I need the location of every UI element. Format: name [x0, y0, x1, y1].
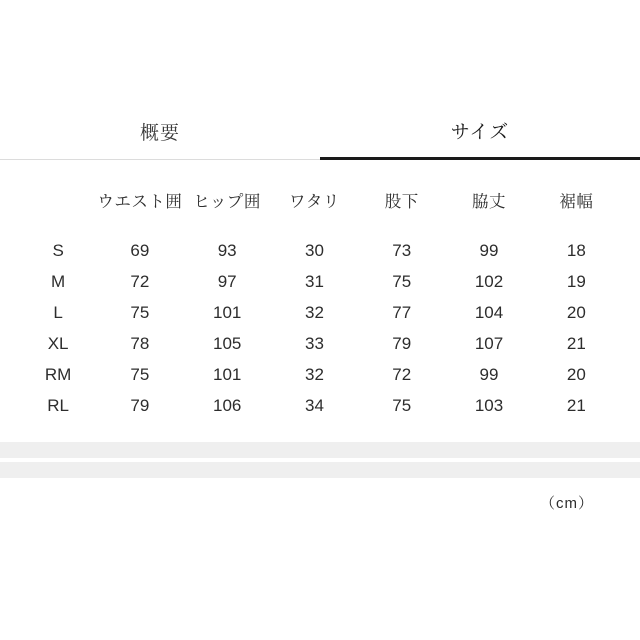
- cell-xl-thigh: 33: [304, 333, 324, 353]
- cell-rm-outseam: 99: [479, 364, 499, 384]
- table-row: [20, 235, 620, 266]
- table-header-row: [20, 170, 620, 235]
- cell-m-hem: 19: [566, 271, 586, 291]
- cell-rl-hem: 21: [566, 395, 586, 415]
- cell-l-thigh: 32: [304, 302, 324, 322]
- cell-rm-hip: 101: [212, 364, 242, 384]
- size-table: [20, 170, 620, 421]
- table-row: [20, 328, 620, 359]
- row-label-rm: RM: [44, 364, 72, 384]
- table-row: [20, 359, 620, 390]
- table-body: [20, 235, 620, 421]
- table-row: [20, 390, 620, 421]
- cell-xl-waist: 78: [130, 333, 150, 353]
- column-header-hip: ヒップ囲: [193, 192, 261, 211]
- cell-l-outseam: 104: [474, 302, 504, 322]
- divider-band-top: [0, 442, 640, 458]
- tab-bar: [0, 104, 640, 160]
- cell-m-outseam: 102: [474, 271, 504, 291]
- column-header-size: [20, 170, 96, 235]
- cell-l-waist: 75: [130, 302, 150, 322]
- cell-rl-hip: 106: [212, 395, 242, 415]
- cell-xl-hip: 105: [212, 333, 242, 353]
- column-header-inseam: 股下: [384, 192, 419, 211]
- table-header: [20, 170, 620, 235]
- row-label-xl: XL: [47, 333, 69, 353]
- cell-m-hip: 97: [217, 271, 237, 291]
- size-table-container: [0, 170, 640, 421]
- cell-rl-outseam: 103: [474, 395, 504, 415]
- cell-rl-inseam: 75: [392, 395, 412, 415]
- cell-m-inseam: 75: [392, 271, 412, 291]
- cell-s-hem: 18: [566, 240, 586, 260]
- cell-rm-hem: 20: [566, 364, 586, 384]
- cell-l-hem: 20: [566, 302, 586, 322]
- cell-m-waist: 72: [130, 271, 150, 291]
- divider-band-bottom: [0, 462, 640, 478]
- cell-rl-waist: 79: [130, 395, 150, 415]
- column-header-outseam: 脇丈: [472, 192, 507, 211]
- tab-size[interactable]: [320, 104, 640, 160]
- cell-rm-thigh: 32: [304, 364, 324, 384]
- row-label-l: L: [53, 302, 63, 322]
- column-header-hem: 裾幅: [559, 192, 594, 211]
- table-row: [20, 297, 620, 328]
- cell-s-waist: 69: [130, 240, 150, 260]
- cell-xl-inseam: 79: [392, 333, 412, 353]
- column-header-thigh: ワタリ: [289, 192, 340, 211]
- cell-s-outseam: 99: [479, 240, 499, 260]
- cell-xl-hem: 21: [566, 333, 586, 353]
- cell-l-inseam: 77: [392, 302, 412, 322]
- tab-overview[interactable]: [0, 104, 320, 160]
- column-header-waist: ウエスト囲: [97, 192, 183, 211]
- unit-label: （cm）: [540, 495, 594, 512]
- row-label-m: M: [51, 271, 66, 291]
- cell-m-thigh: 31: [304, 271, 324, 291]
- table-row: [20, 266, 620, 297]
- cell-rm-inseam: 72: [392, 364, 412, 384]
- cell-xl-outseam: 107: [474, 333, 504, 353]
- cell-s-hip: 93: [217, 240, 237, 260]
- tab-overview-label: 概要: [139, 123, 180, 144]
- row-label-rl: RL: [47, 395, 69, 415]
- tab-size-label: サイズ: [450, 122, 510, 143]
- cell-rm-waist: 75: [130, 364, 150, 384]
- cell-s-thigh: 30: [304, 240, 324, 260]
- cell-s-inseam: 73: [392, 240, 412, 260]
- cell-rl-thigh: 34: [304, 395, 324, 415]
- cell-l-hip: 101: [212, 302, 242, 322]
- row-label-s: S: [52, 240, 64, 260]
